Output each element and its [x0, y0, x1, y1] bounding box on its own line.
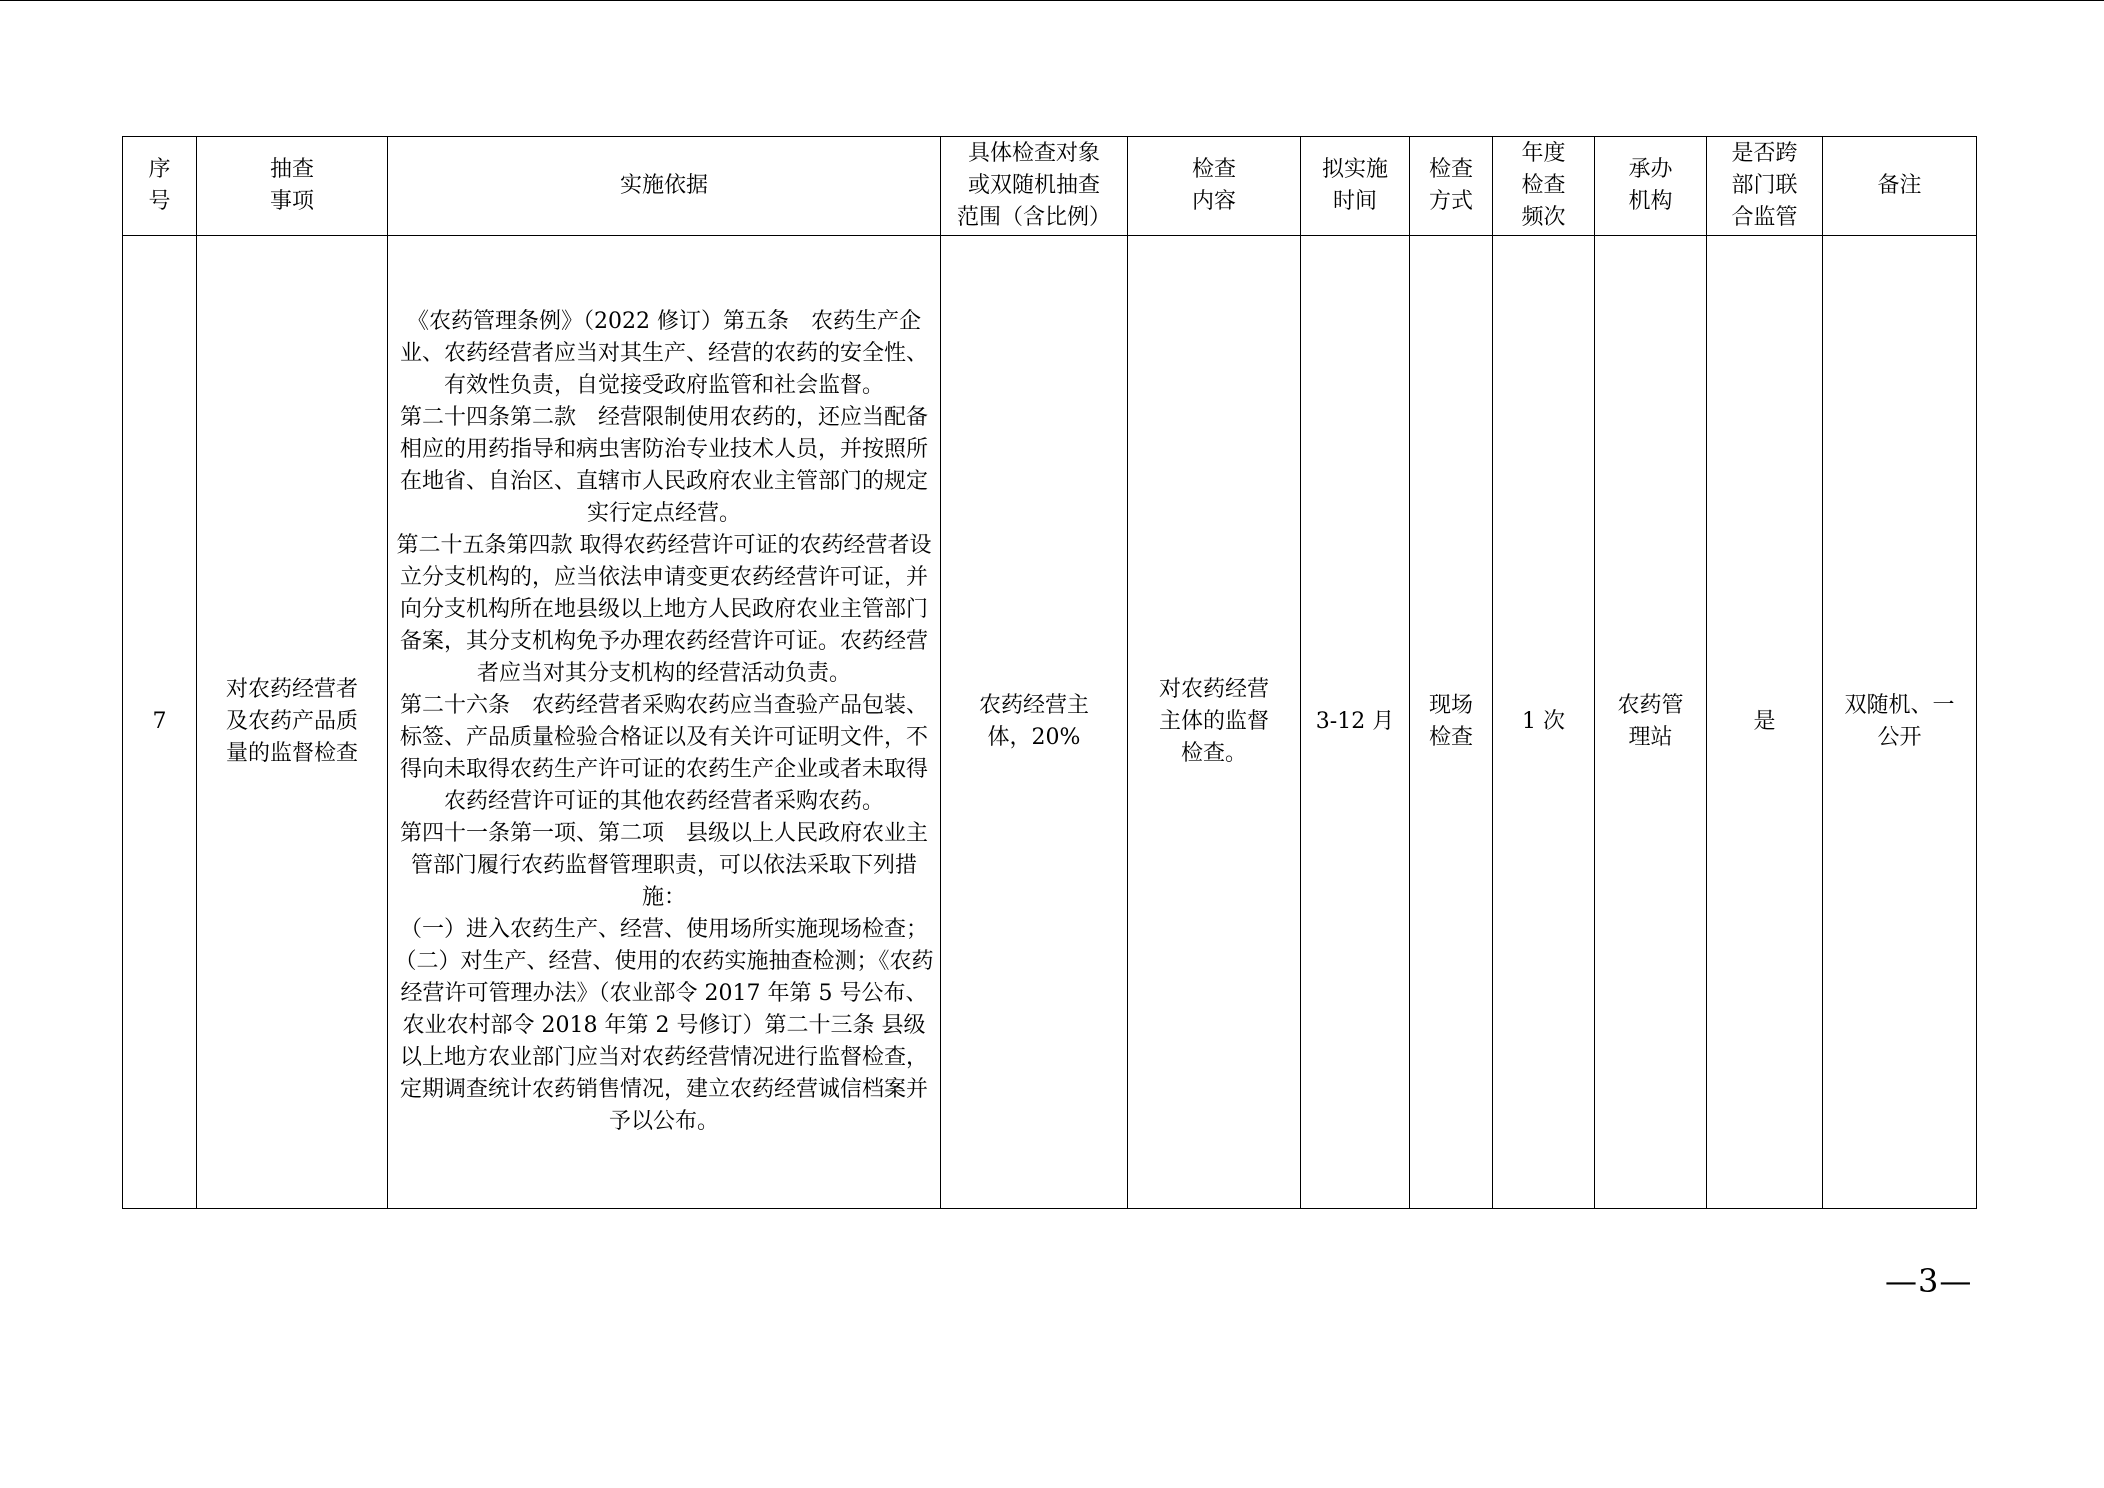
row-scope — [941, 236, 1128, 1209]
cell-line: 现场 — [1428, 693, 1473, 718]
basis-paragraph: 第二十五条第四款 取得农药经营许可证的农药经营者设立分支机构的，应当依法申请变更农药经营许可证，并向分支机构所在地县级以上地方人民政府农业主管部门备案，其分支机构免予办理农药经营许可证。农药经营者应当对其分支机构的经营活动负责。 — [396, 533, 932, 686]
cell-line: 农药管 — [1617, 693, 1684, 718]
cell-line: 检查 — [1191, 157, 1236, 182]
cell-line: 农药经营主 — [978, 693, 1089, 718]
cell-line: 序 — [148, 157, 171, 182]
cell-line: 检查 — [1521, 173, 1566, 198]
inspection-table — [122, 136, 1977, 1209]
row-agency — [1595, 236, 1707, 1209]
cell-line: 具体检查对象 — [967, 141, 1100, 166]
cell-line: 检查。 — [1180, 741, 1247, 766]
cell-line: 合监管 — [1731, 205, 1798, 230]
header-cross-dept — [1707, 137, 1823, 236]
basis-paragraph: 第四十一条第一项、第二项 县级以上人民政府农业主管部门履行农药监督管理职责，可以依法采取下列措施： — [399, 821, 928, 910]
row-method — [1410, 236, 1493, 1209]
cell-line: 对农药经营者 — [225, 677, 358, 702]
basis-paragraph: 第二十四条第二款 经营限制使用农药的，还应当配备相应的用药指导和病虫害防治专业技术人员，并按照所在地省、自治区、直辖市人民政府农业主管部门的规定实行定点经营。 — [399, 405, 928, 526]
cell-line: 是否跨 — [1731, 141, 1798, 166]
header-method — [1410, 137, 1493, 236]
row-basis — [388, 236, 941, 1209]
row-number: 7 — [123, 236, 197, 1209]
cell-line: 范围（含比例） — [956, 205, 1111, 230]
cell-line: 备注 — [1877, 173, 1922, 198]
row-time: 3-12 月 — [1301, 236, 1410, 1209]
basis-paragraph: 《农药管理条例》（2022 修订）第五条 农药生产企业、农药经营者应当对其生产、经营的农药的安全性、有效性负责，自觉接受政府监管和社会监督。 — [399, 309, 928, 398]
row-frequency: 1 次 — [1493, 236, 1595, 1209]
cell-line: 双随机、一 — [1844, 693, 1955, 718]
cell-line: 事项 — [269, 189, 314, 214]
row-cross-dept: 是 — [1707, 236, 1823, 1209]
cell-line: 部门联 — [1731, 173, 1798, 198]
cell-line: 年度 — [1521, 141, 1566, 166]
cell-line: 频次 — [1521, 205, 1566, 230]
cell-line: 体，20% — [987, 725, 1081, 750]
cell-line: 公开 — [1877, 725, 1922, 750]
header-content — [1128, 137, 1301, 236]
page-top-rule — [0, 0, 2104, 1]
cell-line: 量的监督检查 — [225, 741, 358, 766]
header-agency — [1595, 137, 1707, 236]
cell-line: 号 — [148, 189, 171, 214]
cell-line: 及农药产品质 — [225, 709, 358, 734]
cell-line: 机构 — [1628, 189, 1673, 214]
header-remark — [1823, 137, 1977, 236]
cell-line: 拟实施 — [1321, 157, 1388, 182]
header-number — [123, 137, 197, 236]
row-content — [1128, 236, 1301, 1209]
cell-line: 实施依据 — [619, 173, 708, 198]
header-basis — [388, 137, 941, 236]
cell-line: 抽查 — [269, 157, 314, 182]
cell-line: 或双随机抽查 — [967, 173, 1100, 198]
cell-line: 方式 — [1428, 189, 1473, 214]
header-item — [197, 137, 388, 236]
row-remark — [1823, 236, 1977, 1209]
cell-line: 检查 — [1428, 725, 1473, 750]
page-number: —3— — [1885, 1262, 1973, 1300]
basis-paragraph: （一）进入农药生产、经营、使用场所实施现场检查； — [399, 917, 928, 942]
cell-line: 对农药经营 — [1158, 677, 1269, 702]
cell-line: 检查 — [1428, 157, 1473, 182]
header-frequency — [1493, 137, 1595, 236]
cell-line: 内容 — [1191, 189, 1236, 214]
header-time — [1301, 137, 1410, 236]
header-scope — [941, 137, 1128, 236]
cell-line: 理站 — [1628, 725, 1673, 750]
basis-paragraph: 第二十六条 农药经营者采购农药应当查验产品包装、标签、产品质量检验合格证以及有关许可证明文件，不得向未取得农药生产许可证的农药生产企业或者未取得农药经营许可证的其他农药经营者采购农药。 — [399, 693, 928, 814]
header-row — [123, 137, 1977, 236]
cell-line: 承办 — [1628, 157, 1673, 182]
cell-line: 主体的监督 — [1158, 709, 1269, 734]
row-item — [197, 236, 388, 1209]
basis-paragraph: （二）对生产、经营、使用的农药实施抽查检测；《农药经营许可管理办法》（农业部令 2017 年第 5 号公布、农业农村部令 2018 年第 2 号修订）第二十三条 县级以上地方农业部门应当对农药经营情况进行监督检查，定期调查统计农药销售情况，建立农药经营诚信档案并予以公布。 — [394, 949, 934, 1134]
table-row — [123, 236, 1977, 1209]
cell-line: 时间 — [1332, 189, 1377, 214]
